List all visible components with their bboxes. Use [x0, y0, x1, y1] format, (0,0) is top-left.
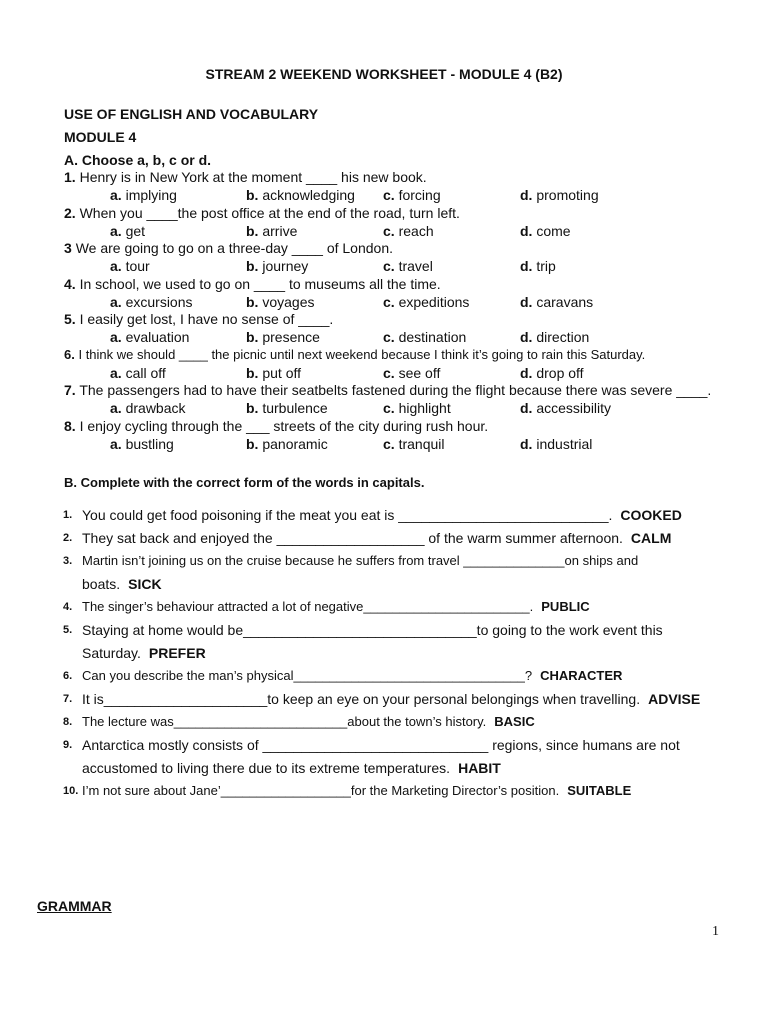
part-a-instruction: A. Choose a, b, c or d.: [64, 152, 212, 168]
question-text: The passengers had to have their seatbelts fastened during the flight because there was severe ____.: [79, 382, 712, 398]
item-4: [82, 599, 590, 614]
option-text: tranquil: [398, 436, 445, 452]
page-number: 1: [712, 924, 719, 939]
question-text: I think we should ____ the picnic until next weekend because I think it’s going to rain this Saturday.: [78, 347, 646, 362]
option-1-d: [520, 187, 599, 203]
question-text: I enjoy cycling through the ___ streets of the city during rush hour.: [79, 418, 489, 434]
option-letter: c.: [383, 294, 395, 310]
option-4-d: [520, 294, 593, 310]
option-text: trip: [536, 258, 556, 274]
item-2: [82, 530, 671, 546]
capital-word: BASIC: [494, 714, 535, 729]
item-number: 10.: [63, 785, 79, 797]
capital-word: PREFER: [148, 645, 206, 661]
option-letter: b.: [246, 294, 259, 310]
option-2-b: [246, 223, 297, 239]
question-text: I easily get lost, I have no sense of ____.: [79, 311, 334, 327]
question-text: In school, we used to go on ____ to museums all the time.: [79, 276, 441, 292]
option-letter: c.: [383, 400, 395, 416]
option-letter: a.: [110, 258, 122, 274]
page-title: STREAM 2 WEEKEND WORKSHEET - MODULE 4 (B2): [205, 66, 563, 82]
item-text: The lecture was________________________about the town’s history.: [82, 714, 487, 729]
item-text: The singer’s behaviour attracted a lot of negative_______________________.: [82, 599, 534, 614]
item-number: 4.: [63, 601, 73, 613]
option-letter: a.: [110, 436, 122, 452]
option-letter: b.: [246, 400, 259, 416]
question-number: 8.: [64, 418, 76, 434]
option-text: come: [536, 223, 571, 239]
option-text: caravans: [536, 294, 594, 310]
option-letter: a.: [110, 365, 122, 381]
question-number: 6.: [64, 347, 75, 362]
option-letter: d.: [520, 436, 533, 452]
item-number: 8.: [63, 716, 73, 728]
question-number: 4.: [64, 276, 76, 292]
item-text: Can you describe the man’s physical________________________________?: [82, 668, 533, 683]
option-7-c: [383, 400, 451, 416]
question-7: [64, 382, 711, 398]
option-6-d: [520, 365, 584, 381]
option-letter: b.: [246, 365, 259, 381]
option-text: drawback: [125, 400, 186, 416]
option-4-a: [110, 294, 193, 310]
option-letter: a.: [110, 294, 122, 310]
option-text: expeditions: [398, 294, 470, 310]
option-8-a: [110, 436, 174, 452]
question-3: [64, 240, 393, 256]
question-1: [64, 169, 427, 185]
option-3-d: [520, 258, 556, 274]
option-letter: b.: [246, 436, 259, 452]
option-text: voyages: [262, 294, 315, 310]
question-text: When you ____the post office at the end of the road, turn left.: [79, 205, 460, 221]
option-1-c: [383, 187, 441, 203]
option-7-b: [246, 400, 328, 416]
option-8-c: [383, 436, 445, 452]
option-5-d: [520, 329, 589, 345]
item-6: [82, 668, 622, 683]
option-letter: b.: [246, 223, 259, 239]
option-letter: a.: [110, 329, 122, 345]
option-letter: c.: [383, 258, 395, 274]
question-4: [64, 276, 441, 292]
item-3: [82, 553, 638, 568]
capital-word: PUBLIC: [541, 599, 590, 614]
option-text: forcing: [398, 187, 441, 203]
question-number: 3: [64, 240, 72, 256]
option-letter: d.: [520, 223, 533, 239]
capital-word: CHARACTER: [540, 668, 623, 683]
item-number: 9.: [63, 739, 73, 751]
option-letter: a.: [110, 187, 122, 203]
item-text: They sat back and enjoyed the ___________________ of the warm summer afternoon.: [82, 530, 623, 546]
option-5-c: [383, 329, 466, 345]
option-2-c: [383, 223, 434, 239]
option-1-b: [246, 187, 355, 203]
item-number: 3.: [63, 555, 73, 567]
option-6-c: [383, 365, 440, 381]
option-letter: b.: [246, 187, 259, 203]
option-letter: c.: [383, 436, 395, 452]
item-number: 1.: [63, 509, 73, 521]
option-text: reach: [398, 223, 434, 239]
option-text: arrive: [262, 223, 298, 239]
option-text: implying: [125, 187, 177, 203]
item-text: Staying at home would be______________________________to going to the work event this: [82, 622, 663, 638]
option-text: industrial: [536, 436, 593, 452]
item-text: It is_____________________to keep an eye on your personal belongings when travelling.: [82, 691, 641, 707]
option-text: get: [125, 223, 146, 239]
option-text: tour: [125, 258, 150, 274]
item-number: 6.: [63, 670, 73, 682]
option-text: travel: [398, 258, 433, 274]
option-8-b: [246, 436, 328, 452]
option-text: journey: [262, 258, 309, 274]
capital-word: ADVISE: [648, 691, 701, 707]
capital-word: HABIT: [458, 760, 501, 776]
item-number: 5.: [63, 624, 73, 636]
option-letter: d.: [520, 294, 533, 310]
option-7-a: [110, 400, 186, 416]
option-7-d: [520, 400, 611, 416]
question-5: [64, 311, 333, 327]
option-text: presence: [262, 329, 320, 345]
option-letter: c.: [383, 187, 395, 203]
option-letter: d.: [520, 258, 533, 274]
item-text-continued: Saturday.: [82, 645, 141, 661]
item-9-continued: [82, 760, 501, 776]
question-number: 5.: [64, 311, 76, 327]
option-3-b: [246, 258, 308, 274]
item-text-continued: boats.: [82, 576, 121, 592]
option-text: direction: [536, 329, 590, 345]
option-text: call off: [125, 365, 166, 381]
item-text: Martin isn’t joining us on the cruise because he suffers from travel ______________on ships and: [82, 553, 639, 568]
option-text: bustling: [125, 436, 174, 452]
capital-word: CALM: [630, 530, 672, 546]
item-1: [82, 507, 682, 523]
item-5-continued: [82, 645, 206, 661]
question-number: 1.: [64, 169, 76, 185]
question-text: Henry is in New York at the moment ____ his new book.: [79, 169, 427, 185]
option-2-d: [520, 223, 571, 239]
item-text: You could get food poisoning if the meat you eat is ___________________________.: [82, 507, 613, 523]
item-text: Antarctica mostly consists of _____________________________ regions, since humans are not: [82, 737, 680, 753]
item-text-continued: accustomed to living there due to its extreme temperatures.: [82, 760, 451, 776]
option-text: panoramic: [262, 436, 328, 452]
item-9: [82, 737, 680, 753]
option-2-a: [110, 223, 145, 239]
option-text: highlight: [398, 400, 451, 416]
option-5-b: [246, 329, 320, 345]
item-7: [82, 691, 700, 707]
question-2: [64, 205, 460, 221]
option-1-a: [110, 187, 177, 203]
option-letter: c.: [383, 223, 395, 239]
question-text: We are going to go on a three-day ____ of London.: [75, 240, 393, 256]
option-8-d: [520, 436, 592, 452]
option-6-b: [246, 365, 301, 381]
option-text: excursions: [125, 294, 193, 310]
option-letter: b.: [246, 258, 259, 274]
item-5: [82, 622, 663, 638]
capital-word: SUITABLE: [567, 783, 632, 798]
option-letter: d.: [520, 187, 533, 203]
option-4-c: [383, 294, 469, 310]
option-letter: a.: [110, 223, 122, 239]
item-number: 7.: [63, 693, 73, 705]
option-3-c: [383, 258, 433, 274]
option-letter: d.: [520, 329, 533, 345]
option-4-b: [246, 294, 315, 310]
option-letter: d.: [520, 400, 533, 416]
module-heading: MODULE 4: [64, 129, 137, 145]
option-6-a: [110, 365, 166, 381]
option-letter: d.: [520, 365, 533, 381]
question-number: 7.: [64, 382, 76, 398]
item-number: 2.: [63, 532, 73, 544]
question-6: [64, 347, 645, 362]
option-letter: c.: [383, 329, 395, 345]
capital-word: COOKED: [620, 507, 682, 523]
item-8: [82, 714, 535, 729]
option-text: evaluation: [125, 329, 190, 345]
item-10: [82, 783, 631, 798]
question-8: [64, 418, 488, 434]
section-heading: USE OF ENGLISH AND VOCABULARY: [64, 106, 319, 122]
question-number: 2.: [64, 205, 76, 221]
grammar-heading: GRAMMAR: [37, 898, 112, 914]
item-3-continued: [82, 576, 162, 592]
option-text: acknowledging: [262, 187, 355, 203]
option-text: destination: [398, 329, 467, 345]
option-text: put off: [262, 365, 302, 381]
option-text: see off: [398, 365, 441, 381]
option-3-a: [110, 258, 150, 274]
capital-word: SICK: [128, 576, 162, 592]
option-text: promoting: [536, 187, 599, 203]
option-text: accessibility: [536, 400, 612, 416]
option-letter: c.: [383, 365, 395, 381]
option-text: turbulence: [262, 400, 328, 416]
option-5-a: [110, 329, 189, 345]
option-text: drop off: [536, 365, 584, 381]
part-b-instruction: B. Complete with the correct form of the words in capitals.: [64, 475, 425, 490]
item-text: I’m not sure about Jane’__________________for the Marketing Director’s position.: [82, 783, 560, 798]
option-letter: b.: [246, 329, 259, 345]
option-letter: a.: [110, 400, 122, 416]
